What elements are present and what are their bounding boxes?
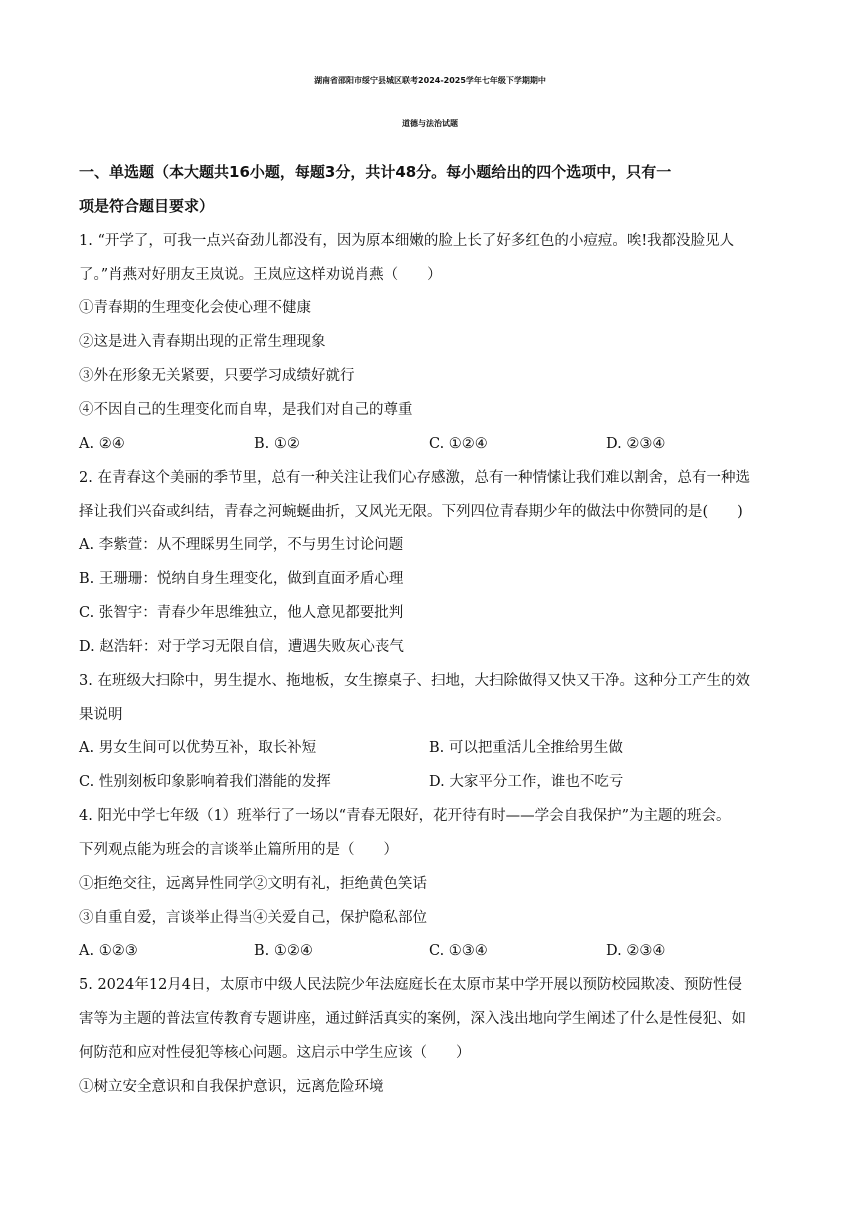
exam-title-line2: 道德与法治试题 <box>402 119 458 128</box>
q5-stem-line1: 5. 2024年12月4日，太原市中级人民法院少年法庭庭长在太原市某中学开展以预防校园欺凌、预防性侵 <box>79 977 743 993</box>
q4-option-a: A. ①②③ <box>79 943 138 959</box>
section-heading-line2: 项是符合题目要求） <box>79 197 215 215</box>
q2-option-a: A. 李紫萱：从不理睬男生同学，不与男生讨论问题 <box>79 537 404 553</box>
q1-stem-line1: 1. “开学了，可我一点兴奋劲儿都没有，因为原本细嫩的脸上长了好多红色的小痘痘。唉!我都没脸见人 <box>79 233 735 249</box>
q4-statements-1-2: ①拒绝交往，远离异性同学②文明有礼，拒绝黄色笑话 <box>79 876 427 892</box>
q3-option-c: C. 性别刻板印象影响着我们潜能的发挥 <box>79 774 331 790</box>
q4-stem-line2: 下列观点能为班会的言谈举止篇所用的是（ ） <box>79 842 398 858</box>
q3-stem-line1: 3. 在班级大扫除中，男生提水、拖地板，女生擦桌子、扫地，大扫除做得又快又干净。这种分工产生的效 <box>79 673 750 689</box>
q1-option-b: B. ①② <box>254 436 300 452</box>
q5-statement-1: ①树立安全意识和自我保护意识，远离危险环境 <box>79 1079 384 1095</box>
q3-option-a: A. 男女生间可以优势互补，取长补短 <box>79 740 317 756</box>
q1-statement-1: ①青春期的生理变化会使心理不健康 <box>79 300 311 316</box>
q1-option-a: A. ②④ <box>79 436 125 452</box>
q3-option-d: D. 大家平分工作，谁也不吃亏 <box>429 774 624 790</box>
q4-option-d: D. ②③④ <box>606 943 666 959</box>
q4-stem-line1: 4. 阳光中学七年级（1）班举行了一场以“青春无限好，花开待有时——学会自我保护”为主题的班会。 <box>79 808 731 824</box>
q5-stem-line2: 害等为主题的普法宣传教育专题讲座，通过鲜活真实的案例，深入浅出地向学生阐述了什么是性侵犯、如 <box>79 1011 746 1027</box>
q2-stem-line2: 择让我们兴奋或纠结，青春之河蜿蜒曲折，又风光无限。下列四位青春期少年的做法中你赞同的是( ) <box>79 504 743 520</box>
q2-option-d: D. 赵浩轩：对于学习无限自信，遭遇失败灰心丧气 <box>79 639 404 655</box>
q4-option-c: C. ①③④ <box>429 943 488 959</box>
q1-stem-line2: 了。”肖燕对好朋友王岚说。王岚应这样劝说肖燕（ ） <box>79 267 442 283</box>
q2-option-c: C. 张智宇：青春少年思维独立，他人意见都要批判 <box>79 605 404 621</box>
q3-stem-line2: 果说明 <box>79 707 123 723</box>
q4-option-b: B. ①②④ <box>254 943 313 959</box>
q3-option-b: B. 可以把重活儿全推给男生做 <box>429 740 623 756</box>
q1-statement-3: ③外在形象无关紧要，只要学习成绩好就行 <box>79 368 355 384</box>
q1-statement-4: ④不因自己的生理变化而自卑，是我们对自己的尊重 <box>79 402 413 418</box>
q2-option-b: B. 王珊珊：悦纳自身生理变化，做到直面矛盾心理 <box>79 571 404 587</box>
section-heading-line1: 一、单选题（本大题共16小题，每题3分，共计48分。每小题给出的四个选项中，只有一 <box>79 163 672 181</box>
exam-title-line1: 湖南省邵阳市绥宁县城区联考2024-2025学年七年级下学期期中 <box>314 76 546 85</box>
q5-stem-line3: 何防范和应对性侵犯等核心问题。这启示中学生应该（ ） <box>79 1045 471 1061</box>
q2-stem-line1: 2. 在青春这个美丽的季节里，总有一种关注让我们心存感激，总有一种情愫让我们难以割舍，总有一种选 <box>79 470 750 486</box>
q4-statements-3-4: ③自重自爱，言谈举止得当④关爱自己，保护隐私部位 <box>79 910 427 926</box>
q1-statement-2: ②这是进入青春期出现的正常生理现象 <box>79 334 326 350</box>
q1-option-c: C. ①②④ <box>429 436 488 452</box>
q1-option-d: D. ②③④ <box>606 436 666 452</box>
